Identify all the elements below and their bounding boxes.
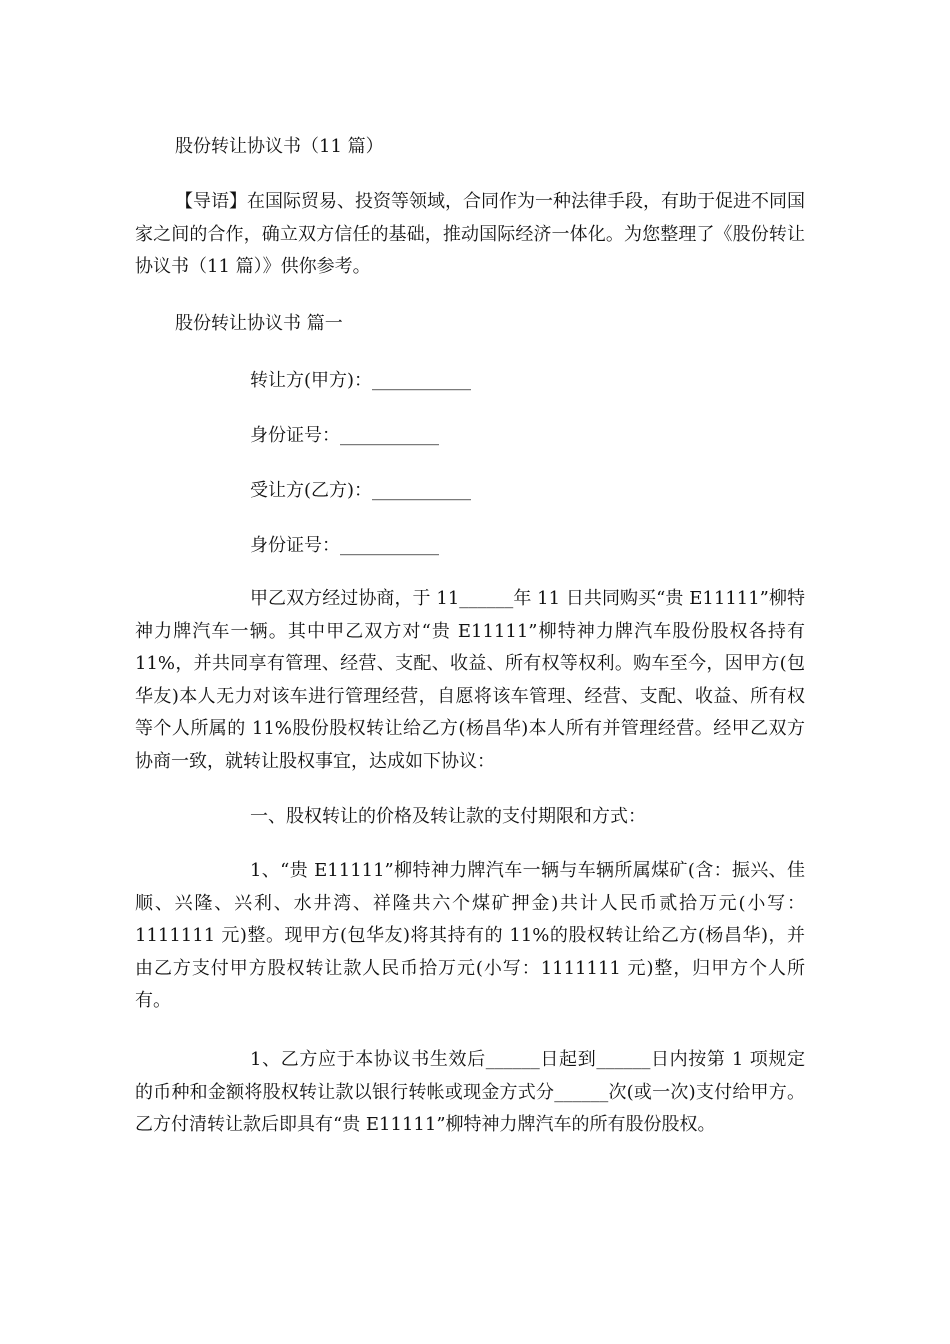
clause1-block <box>135 855 805 1018</box>
clause2-paragraph: 1、乙方应于本协议书生效后______日起到______日内按第 1 项规定的币种和金额将股权转让款以银行转帐或现金方式分______次(或一次)支付给甲方。乙方付清转让款后即具有“贵 E11111”柳特神力牌汽车的所有股份股权。 <box>135 1049 805 1136</box>
section-title: 股份转让协议书 篇一 <box>175 313 343 334</box>
agreement-paragraph: 甲乙双方经过协商，于 11______年 11 日共同购买“贵 E11111”柳特神力牌汽车一辆。其中甲乙双方对“贵 E11111”柳特神力牌汽车股份股权各持有 11%，并共同享有管理、经营、支配、收益、所有权等权利。购车至今，因甲方(包华友)本人无力对该车进行管理经营，自愿将该车管理、经营、支配、收益、所有权等个人所属的 11%股份股权转让给乙方(杨昌华)本人所有并管理经营。经甲乙双方协商一致，就转让股权事宜，达成如下协议： <box>135 588 805 772</box>
intro-paragraph: 【导语】在国际贸易、投资等领域，合同作为一种法律手段，有助于促进不同国家之间的合作，确立双方信任的基础，推动国际经济一体化。为您整理了《股份转让协议书（11 篇）》供你参考。 <box>135 191 805 278</box>
clause-heading: 一、股权转让的价格及转让款的支付期限和方式： <box>250 806 646 827</box>
document-title: 股份转让协议书（11 篇） <box>175 136 384 157</box>
transferee-field: 受让方(乙方)：___________ <box>250 480 472 501</box>
clause2-block <box>135 1044 805 1142</box>
transferee-id-field: 身份证号：___________ <box>250 535 439 556</box>
clause1-paragraph: 1、“贵 E11111”柳特神力牌汽车一辆与车辆所属煤矿(含：振兴、佳顺、兴隆、兴利、水井湾、祥隆共六个煤矿押金)共计人民币贰拾万元(小写：1111111 元)整。现甲方(包华友)将其持有的 11%的股权转让给乙方(杨昌华)，并由乙方支付甲方股权转让款人民币拾万元(小写：1111111 元)整，归甲方个人所有。 <box>135 860 805 1012</box>
transferor-id-field: 身份证号：___________ <box>250 425 439 446</box>
agreement-block <box>135 583 805 779</box>
transferor-field: 转让方(甲方)：___________ <box>250 370 472 391</box>
intro-block <box>135 186 805 284</box>
